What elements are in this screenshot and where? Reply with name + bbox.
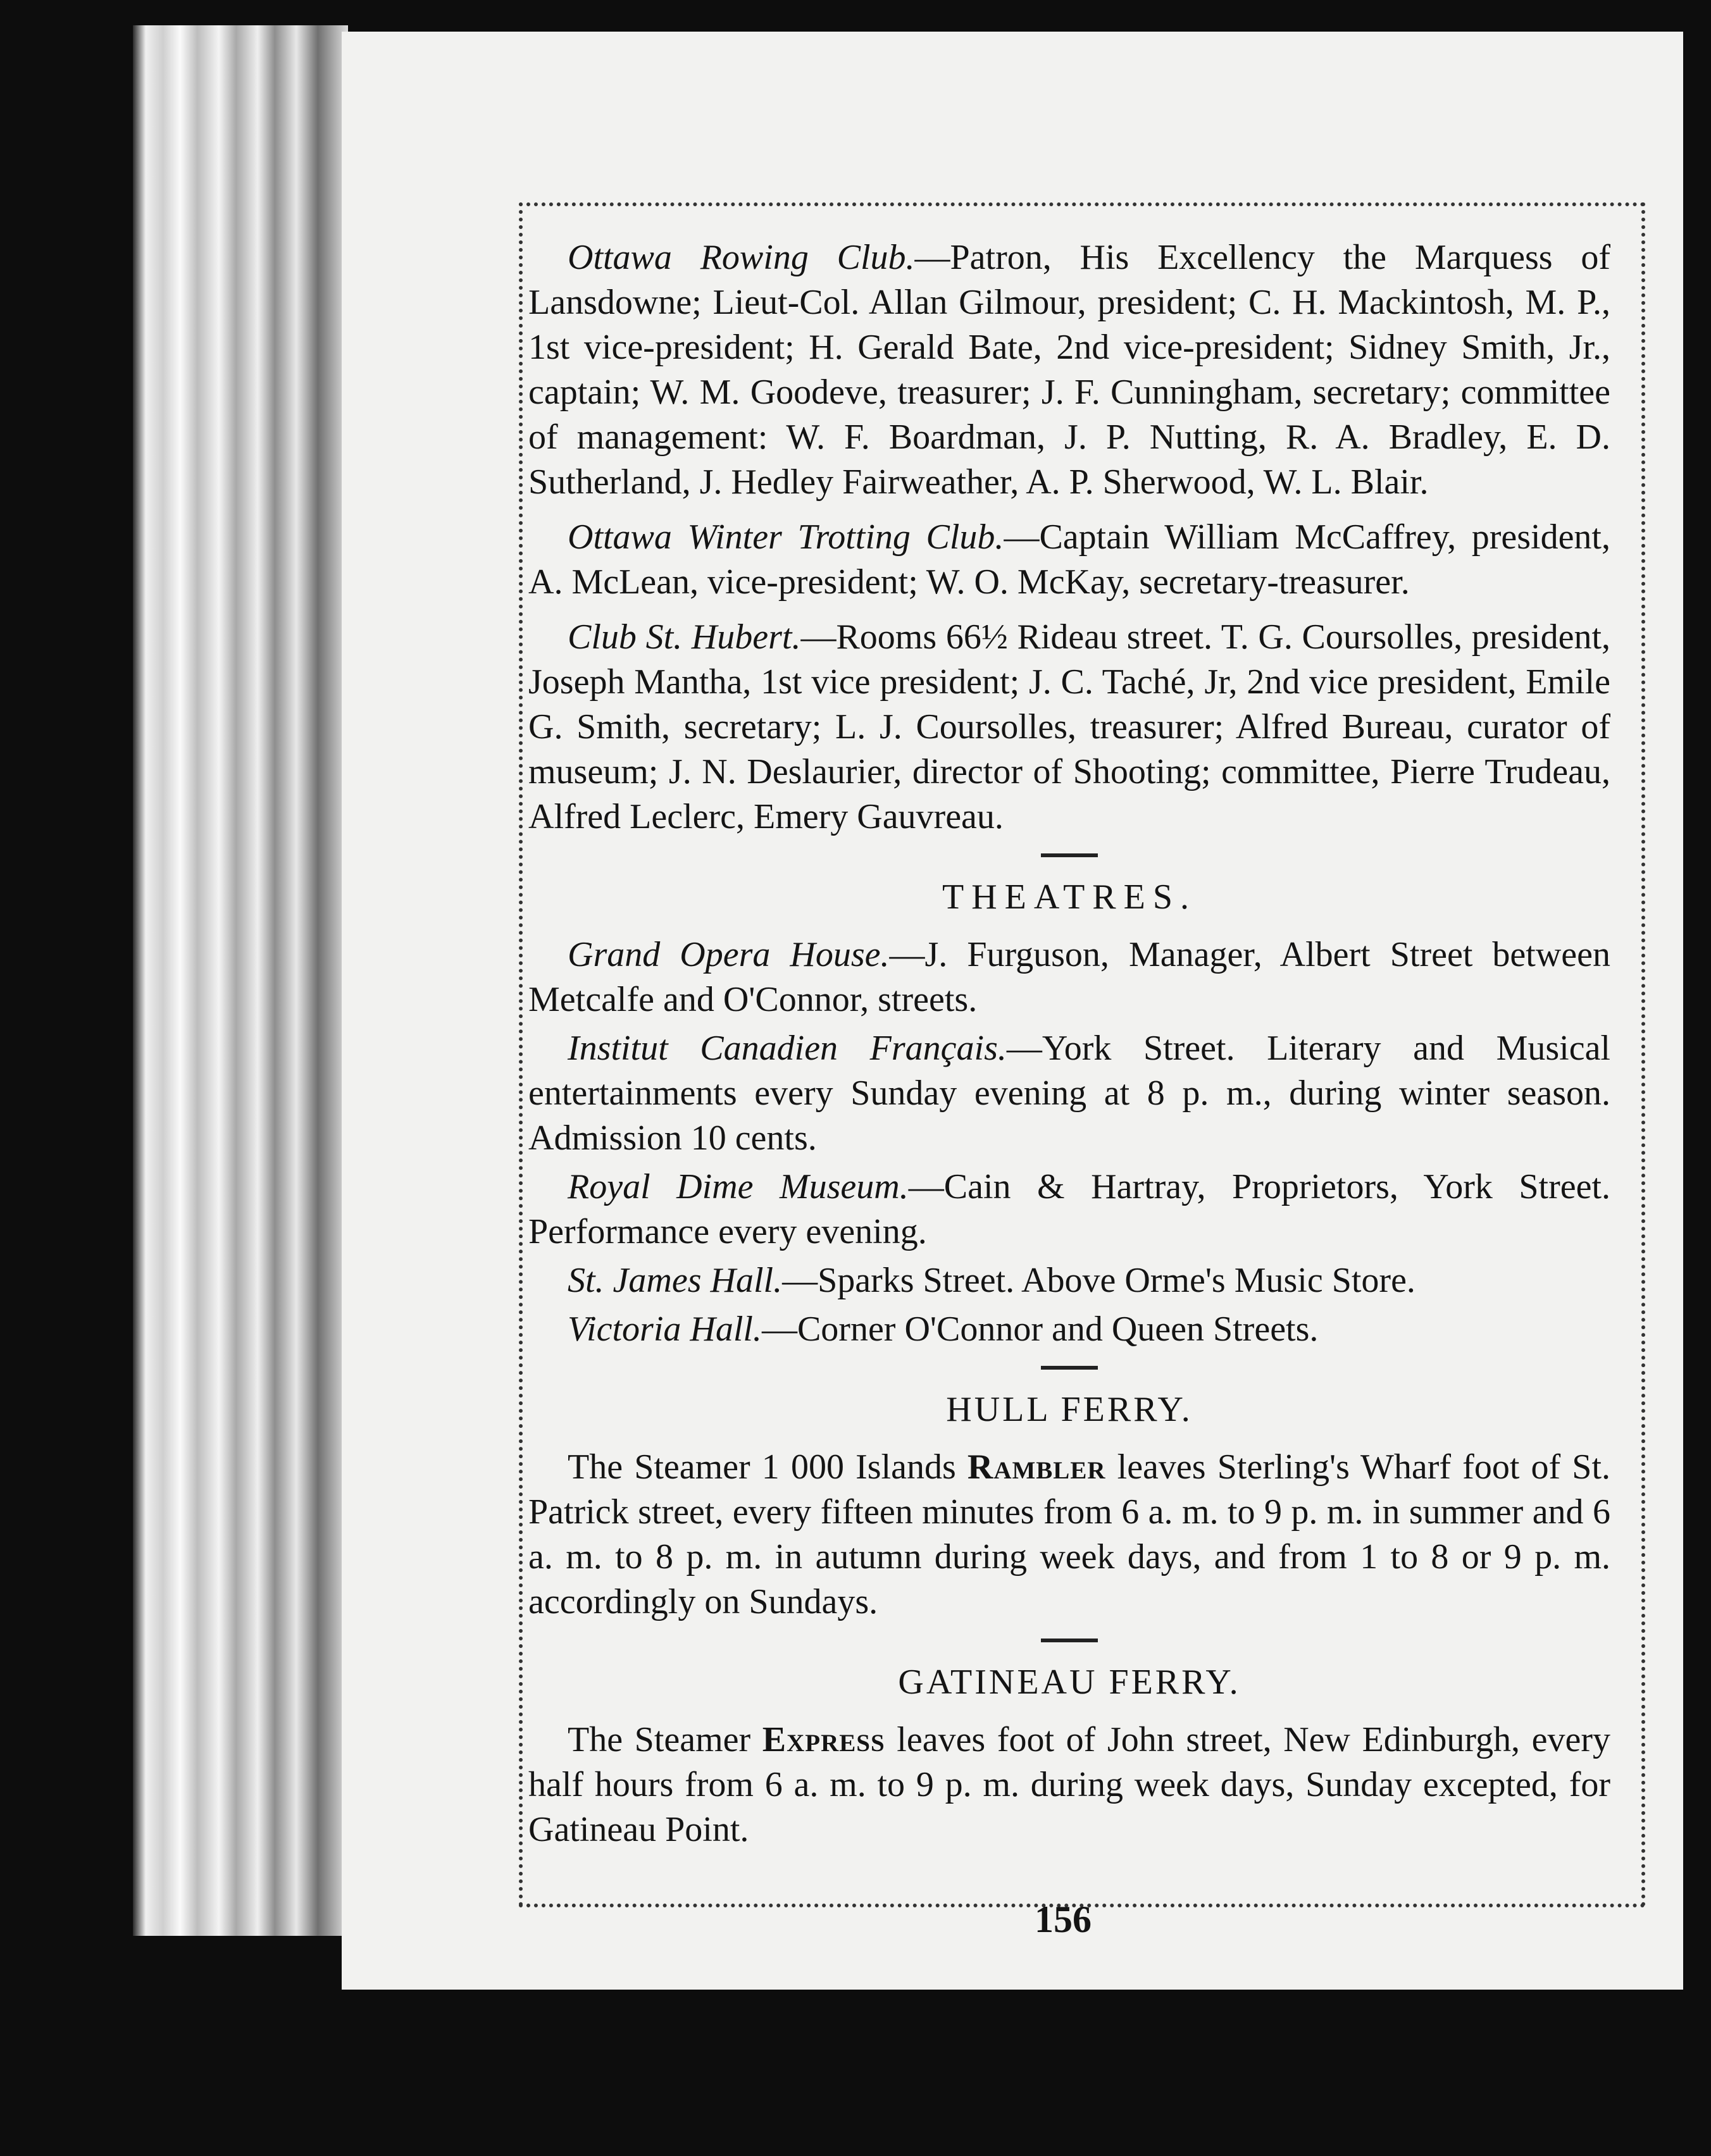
vessel-name: Rambler — [967, 1447, 1106, 1487]
entry-name: Ottawa Rowing Club. — [568, 238, 915, 277]
entry-text: —J. Furguson, Manager, Albert Street between Metcalfe and O'Connor, streets. — [528, 935, 1610, 1019]
entry-club-st-hubert — [528, 615, 1610, 839]
entry-text: —York Street. Literary and Musical entertainments every Sunday evening at 8 p. m., during winter season. Admission 10 cents. — [528, 1029, 1610, 1158]
entry-text: —Rooms 66½ Rideau street. T. G. Coursolles, president, Joseph Mantha, 1st vice president; J. C. Taché, Jr, 2nd vice president, Emile G. Smith, secretary; L. J. Coursolles, treasurer; Alfred Bureau, curator of museum; J. N. Deslaurier, director of Shooting; committee, Pierre Trudeau, Alfred Leclerc, Emery Gauvreau. — [528, 617, 1610, 836]
entry-victoria-hall — [528, 1307, 1610, 1352]
entry-text: —Captain William McCaffrey, president, A. McLean, vice-president; W. O. McKay, secretary-treasurer. — [528, 517, 1610, 602]
section-rule — [1041, 1366, 1098, 1370]
section-rule — [1041, 853, 1098, 857]
entry-ottawa-rowing-club — [528, 235, 1610, 505]
entry-name: Institut Canadien Français. — [568, 1029, 1007, 1068]
entry-name: Club St. Hubert. — [568, 617, 801, 657]
entry-st-james-hall — [528, 1258, 1610, 1303]
hull-ferry-text: The Steamer 1 000 Islands Rambler leaves Sterling's Wharf foot of St. Patrick street, every fifteen minutes from 6 a. m. to 9 p. m. in summer and 6 a. m. to 8 p. m. in autumn during week days, and from 1 to 8 or 9 p. m. accordingly on Sundays. — [528, 1447, 1610, 1621]
entry-institut-canadien — [528, 1026, 1610, 1161]
section-rule — [1041, 1639, 1098, 1642]
page-number: 156 — [1035, 1899, 1092, 1940]
entry-name: Grand Opera House. — [568, 935, 890, 974]
entry-grand-opera-house — [528, 932, 1610, 1022]
entry-name: Ottawa Winter Trotting Club. — [568, 517, 1004, 557]
entry-text: —Patron, His Excellency the Marquess of Lansdowne; Lieut-Col. Allan Gilmour, president; C. H. Mackintosh, M. P., 1st vice-president; H. Gerald Bate, 2nd vice-president; Sidney Smith, Jr., captain; W. M. Goodeve, treasurer; J. F. Cunningham, secretary; committee of management: W. F. Boardman, J. P. Nutting, R. A. Bradley, E. D. Sutherland, J. Hedley Fairweather, A. P. Sherwood, W. L. Blair. — [528, 238, 1611, 502]
book-page-edges — [133, 25, 348, 1936]
entry-name: Victoria Hall. — [568, 1310, 762, 1349]
gatineau-ferry-text: The Steamer Express leaves foot of John street, New Edinburgh, every half hours from 6 a. m. to 9 p. m. during week days, Sunday excepted, for Gatineau Point. — [528, 1720, 1610, 1849]
theatres-heading: THEATRES. — [942, 877, 1197, 917]
entry-text: —Sparks Street. Above Orme's Music Store. — [782, 1261, 1415, 1300]
page-text — [528, 235, 1610, 1862]
entry-ottawa-winter-trotting-club — [528, 515, 1610, 605]
entry-text: —Cain & Hartray, Proprietors, York Street. Performance every evening. — [528, 1167, 1611, 1251]
vessel-name: Express — [762, 1720, 885, 1759]
entry-text: —Corner O'Connor and Queen Streets. — [761, 1310, 1319, 1349]
hull-ferry-heading: HULL FERRY. — [946, 1390, 1193, 1429]
gatineau-ferry-heading: GATINEAU FERRY. — [898, 1663, 1241, 1702]
entry-name: Royal Dime Museum. — [568, 1167, 909, 1206]
entry-royal-dime-museum — [528, 1165, 1610, 1255]
entry-name: St. James Hall. — [568, 1261, 783, 1300]
